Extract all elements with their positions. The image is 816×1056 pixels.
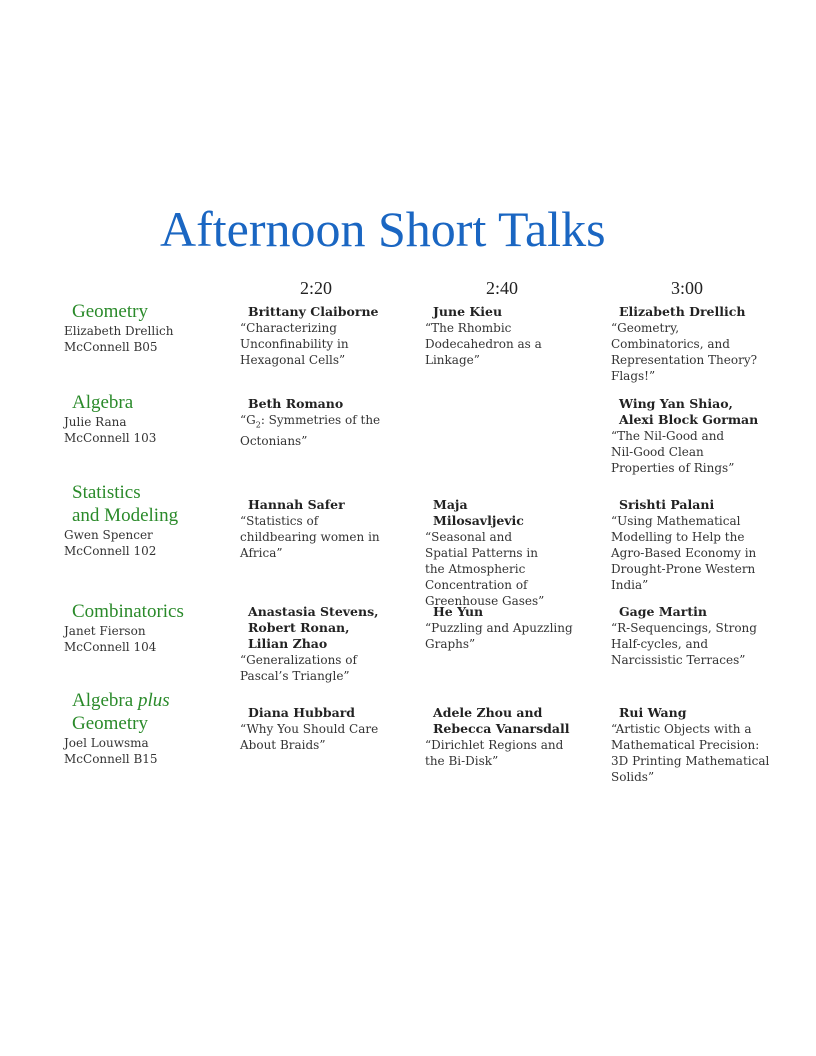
- talk-statistics-240: [425, 497, 555, 609]
- talk-geometry-240: [425, 304, 553, 368]
- talk-statistics-300: [611, 497, 759, 593]
- session-name-line-2: and Modeling: [72, 505, 179, 526]
- talk-combinatorics-300: [611, 604, 761, 668]
- talk-statistics-220: [240, 497, 396, 561]
- talk-speaker: Wing Yan Shiao,: [619, 396, 733, 411]
- talk-speaker: Anastasia Stevens,: [248, 604, 379, 619]
- session-room: McConnell 103: [64, 431, 157, 445]
- talk-speaker: Robert Ronan,: [248, 620, 350, 635]
- talk-title: “Dirichlet Regions and the Bi-Disk”: [425, 738, 564, 768]
- session-statistics: [64, 481, 224, 559]
- talk-geometry-300: [611, 304, 759, 384]
- talk-geometry-220: [240, 304, 396, 368]
- session-algebra-plus-geometry: [64, 689, 224, 767]
- session-algebra: [64, 391, 224, 446]
- session-chair: Gwen Spencer: [64, 528, 153, 542]
- talk-title: “The Nil-Good and Nil-Good Clean Properties of Rings”: [611, 429, 735, 475]
- talk-speaker: Lilian Zhao: [248, 636, 328, 651]
- talk-speaker: Maja Milosavljevic: [433, 497, 524, 528]
- talk-title: “$G_2$: Symmetries of the Octonians”: [240, 413, 381, 449]
- talk-speaker: Hannah Safer: [248, 497, 345, 512]
- session-chair: Julie Rana: [64, 415, 127, 429]
- talk-speaker: Rui Wang: [619, 705, 687, 720]
- session-name: Algebra: [72, 392, 134, 413]
- session-chair: Joel Louwsma: [64, 736, 149, 750]
- talk-speaker: Diana Hubbard: [248, 705, 356, 720]
- talk-title: “The Rhombic Dodecahedron as a Linkage”: [425, 321, 542, 367]
- talk-speaker: Gage Martin: [619, 604, 707, 619]
- talk-algebra-plus-geometry-300: [611, 705, 771, 785]
- session-chair: Elizabeth Drellich: [64, 324, 174, 338]
- talk-speaker: Alexi Block Gorman: [619, 412, 759, 427]
- talk-title: “R-Sequencings, Strong Half-cycles, and Narcissistic Terraces”: [611, 621, 757, 667]
- talk-title: “Seasonal and Spatial Patterns in the Atmospheric Concentration of Greenhouse Gases”: [425, 530, 545, 608]
- talk-speaker: Srishti Palani: [619, 497, 715, 512]
- session-geometry: [64, 300, 224, 355]
- talk-title: “Puzzling and Apuzzling Graphs”: [425, 621, 573, 651]
- time-slot-1: 2:20: [299, 278, 332, 298]
- session-room: McConnell B05: [64, 340, 158, 354]
- session-room: McConnell B15: [64, 752, 158, 766]
- talk-speaker: He Yun: [433, 604, 484, 619]
- talk-title: “Artistic Objects with a Mathematical Precision: 3D Printing Mathematical Solids”: [611, 722, 770, 784]
- talk-algebra-220: [240, 396, 396, 449]
- talk-title: “Why You Should Care About Braids”: [240, 722, 379, 752]
- talk-speaker: Brittany Claiborne: [248, 304, 379, 319]
- session-name-line-1: Algebra plus: [72, 690, 170, 711]
- talk-title: “Statistics of childbearing women in Africa”: [240, 514, 380, 560]
- session-name-line-2: Geometry: [72, 713, 148, 734]
- session-room: McConnell 102: [64, 544, 157, 558]
- time-slot-3: 3:00: [670, 278, 703, 298]
- talk-combinatorics-240: [425, 604, 575, 652]
- time-slot-2: 2:40: [485, 278, 518, 298]
- talk-title: “Generalizations of Pascal’s Triangle”: [240, 653, 357, 683]
- talk-combinatorics-220: [240, 604, 396, 684]
- talk-speaker: Adele Zhou and: [433, 705, 543, 720]
- session-name: Geometry: [72, 301, 148, 322]
- session-room: McConnell 104: [64, 640, 157, 654]
- talk-algebra-plus-geometry-240: [425, 705, 575, 769]
- talk-title: “Using Mathematical Modelling to Help the Agro-Based Economy in Drought-Prone Western India”: [611, 514, 757, 592]
- talk-title: “Characterizing Unconfinability in Hexagonal Cells”: [240, 321, 349, 367]
- session-chair: Janet Fierson: [64, 624, 146, 638]
- talk-speaker: Rebecca Vanarsdall: [433, 721, 570, 736]
- session-combinatorics: [64, 600, 224, 655]
- talk-speaker: Elizabeth Drellich: [619, 304, 746, 319]
- talk-speaker: June Kieu: [433, 304, 503, 319]
- session-name-line-1: Statistics: [72, 482, 141, 503]
- talk-algebra-300: [611, 396, 759, 476]
- talk-algebra-plus-geometry-220: [240, 705, 396, 753]
- talk-title: “Geometry, Combinatorics, and Representation Theory? Flags!”: [611, 321, 758, 383]
- page-title: Afternoon Short Talks: [160, 201, 606, 257]
- talk-speaker: Beth Romano: [248, 396, 344, 411]
- session-name: Combinatorics: [72, 601, 184, 622]
